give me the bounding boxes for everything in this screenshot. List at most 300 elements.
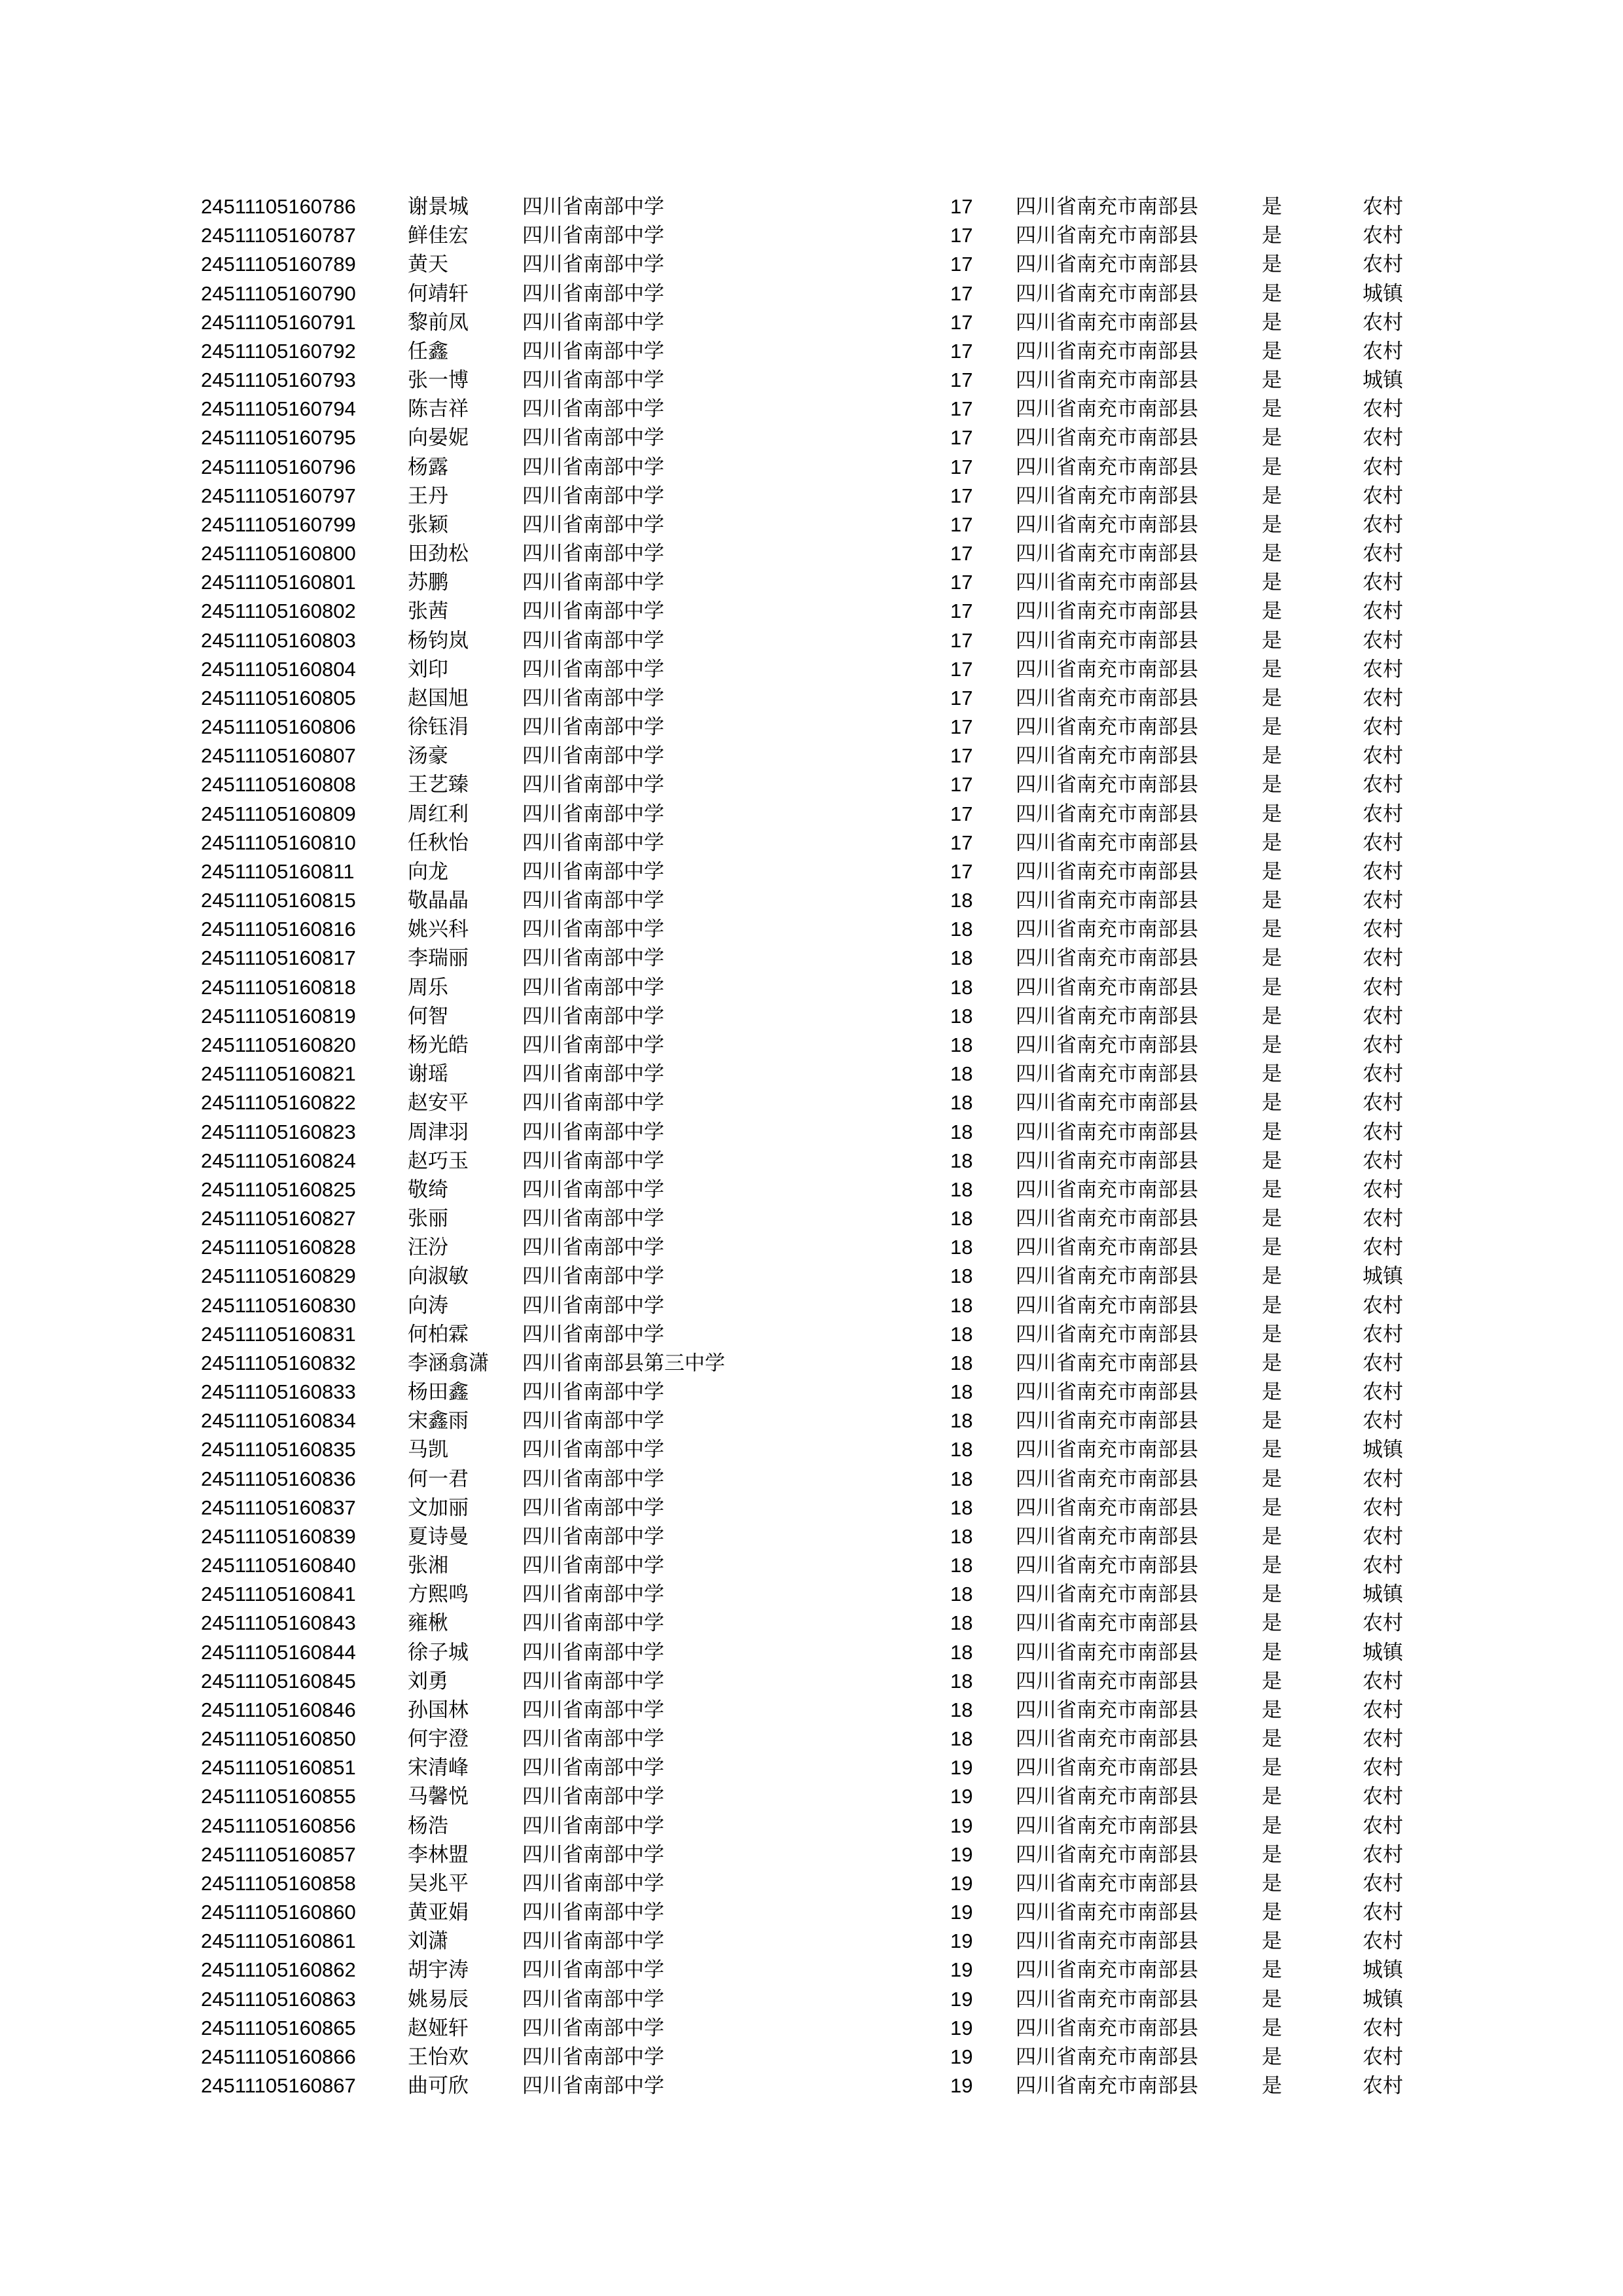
table-row [0, 1840, 1623, 1869]
cell-address: 四川省南充市南部县 [1016, 2074, 1198, 2098]
cell-number: 18 [950, 1120, 973, 1143]
cell-address: 四川省南充市南部县 [1016, 1351, 1198, 1375]
cell-residence-type: 农村 [1363, 918, 1403, 942]
cell-address: 四川省南充市南部县 [1016, 831, 1198, 855]
cell-flag: 是 [1262, 859, 1282, 884]
cell-number: 17 [950, 715, 973, 739]
cell-number: 19 [950, 1785, 973, 1808]
cell-school: 四川省南部中学 [522, 1669, 664, 1693]
cell-school: 四川省南部中学 [522, 1987, 664, 2011]
cell-student-name: 汤豪 [408, 744, 448, 768]
table-row [0, 1349, 1623, 1378]
cell-school: 四川省南部中学 [522, 1409, 664, 1433]
cell-number: 19 [950, 1814, 973, 1837]
table-row [0, 366, 1623, 395]
cell-flag: 是 [1262, 1842, 1282, 1867]
cell-number: 18 [950, 889, 973, 912]
table-row [0, 1291, 1623, 1320]
cell-residence-type: 农村 [1363, 426, 1403, 450]
table-row [0, 973, 1623, 1002]
cell-flag: 是 [1262, 253, 1282, 277]
table-row [0, 770, 1623, 799]
cell-school: 四川省南部中学 [522, 715, 664, 740]
cell-student-name: 张茜 [408, 600, 448, 624]
cell-number: 18 [950, 1554, 973, 1577]
cell-school: 四川省南部中学 [522, 1785, 664, 1809]
cell-address: 四川省南充市南部县 [1016, 1033, 1198, 1057]
cell-number: 17 [950, 455, 973, 478]
cell-student-name: 刘潇 [408, 1929, 448, 1954]
cell-student-id: 24511105160827 [201, 1207, 356, 1230]
cell-student-name: 宋清峰 [408, 1756, 469, 1780]
cell-residence-type: 农村 [1363, 1149, 1403, 1173]
cell-flag: 是 [1262, 1322, 1282, 1346]
cell-number: 19 [950, 1756, 973, 1780]
cell-residence-type: 农村 [1363, 1842, 1403, 1867]
cell-number: 18 [950, 1727, 973, 1751]
cell-school: 四川省南部中学 [522, 224, 664, 248]
cell-student-name: 王怡欢 [408, 2045, 469, 2069]
cell-flag: 是 [1262, 1698, 1282, 1722]
cell-address: 四川省南充市南部县 [1016, 2045, 1198, 2069]
cell-flag: 是 [1262, 831, 1282, 855]
cell-address: 四川省南充市南部县 [1016, 1987, 1198, 2011]
table-row [0, 308, 1623, 337]
cell-school: 四川省南部中学 [522, 1207, 664, 1231]
cell-flag: 是 [1262, 339, 1282, 363]
cell-address: 四川省南充市南部县 [1016, 455, 1198, 479]
cell-address: 四川省南充市南部县 [1016, 975, 1198, 999]
table-row [0, 1638, 1623, 1667]
cell-address: 四川省南充市南部县 [1016, 600, 1198, 624]
cell-student-id: 24511105160822 [201, 1091, 356, 1115]
cell-number: 17 [950, 310, 973, 334]
cell-residence-type: 农村 [1363, 397, 1403, 422]
cell-student-id: 24511105160791 [201, 310, 356, 334]
cell-number: 17 [950, 542, 973, 565]
cell-student-id: 24511105160803 [201, 628, 356, 652]
cell-student-name: 李林盟 [408, 1842, 469, 1867]
cell-address: 四川省南充市南部县 [1016, 1785, 1198, 1809]
cell-student-name: 马馨悦 [408, 1785, 469, 1809]
cell-student-id: 24511105160819 [201, 1004, 356, 1028]
cell-residence-type: 农村 [1363, 310, 1403, 334]
cell-flag: 是 [1262, 1177, 1282, 1202]
cell-number: 17 [950, 657, 973, 681]
cell-flag: 是 [1262, 1120, 1282, 1144]
cell-flag: 是 [1262, 1901, 1282, 1925]
cell-flag: 是 [1262, 1496, 1282, 1520]
cell-school: 四川省南部中学 [522, 1467, 664, 1491]
cell-student-id: 24511105160815 [201, 889, 356, 912]
cell-number: 17 [950, 368, 973, 392]
cell-residence-type: 农村 [1363, 542, 1403, 566]
cell-flag: 是 [1262, 1351, 1282, 1375]
cell-student-name: 徐子城 [408, 1640, 469, 1664]
cell-number: 17 [950, 773, 973, 797]
cell-school: 四川省南部中学 [522, 1033, 664, 1057]
cell-address: 四川省南充市南部县 [1016, 1929, 1198, 1954]
cell-flag: 是 [1262, 1467, 1282, 1491]
cell-student-id: 24511105160837 [201, 1496, 356, 1519]
cell-number: 19 [950, 1987, 973, 2011]
cell-number: 18 [950, 1149, 973, 1172]
cell-address: 四川省南充市南部县 [1016, 1438, 1198, 1462]
cell-number: 18 [950, 1438, 973, 1462]
cell-school: 四川省南部中学 [522, 773, 664, 797]
cell-school: 四川省南部中学 [522, 397, 664, 422]
cell-student-name: 宋鑫雨 [408, 1409, 469, 1433]
cell-address: 四川省南充市南部县 [1016, 1149, 1198, 1173]
cell-student-id: 24511105160850 [201, 1727, 356, 1751]
cell-residence-type: 农村 [1363, 339, 1403, 363]
cell-school: 四川省南部中学 [522, 1177, 664, 1202]
cell-flag: 是 [1262, 1929, 1282, 1954]
table-row [0, 1725, 1623, 1753]
cell-address: 四川省南充市南部县 [1016, 571, 1198, 595]
cell-student-id: 24511105160866 [201, 2045, 356, 2068]
cell-address: 四川省南充市南部县 [1016, 542, 1198, 566]
cell-residence-type: 城镇 [1363, 1640, 1403, 1664]
cell-flag: 是 [1262, 1987, 1282, 2011]
cell-residence-type: 农村 [1363, 1669, 1403, 1693]
cell-residence-type: 农村 [1363, 1062, 1403, 1086]
cell-school: 四川省南部中学 [522, 1756, 664, 1780]
cell-school: 四川省南部中学 [522, 802, 664, 826]
cell-student-id: 24511105160839 [201, 1524, 356, 1548]
cell-flag: 是 [1262, 1583, 1282, 1607]
cell-student-name: 马凯 [408, 1438, 448, 1462]
cell-student-name: 张丽 [408, 1207, 448, 1231]
cell-flag: 是 [1262, 918, 1282, 942]
cell-address: 四川省南充市南部县 [1016, 1524, 1198, 1549]
cell-student-name: 张颖 [408, 512, 448, 537]
cell-number: 18 [950, 1409, 973, 1433]
cell-student-id: 24511105160856 [201, 1814, 356, 1837]
cell-school: 四川省南部中学 [522, 1901, 664, 1925]
cell-student-id: 24511105160818 [201, 975, 356, 999]
cell-address: 四川省南充市南部县 [1016, 744, 1198, 768]
cell-student-name: 王丹 [408, 484, 448, 508]
cell-student-name: 刘勇 [408, 1669, 448, 1693]
cell-residence-type: 农村 [1363, 1524, 1403, 1549]
cell-flag: 是 [1262, 715, 1282, 740]
cell-school: 四川省南部中学 [522, 1438, 664, 1462]
cell-number: 17 [950, 571, 973, 594]
table-row [0, 800, 1623, 829]
cell-student-name: 曲可欣 [408, 2074, 469, 2098]
cell-student-name: 何靖轩 [408, 281, 469, 306]
cell-number: 17 [950, 744, 973, 768]
cell-school: 四川省南部中学 [522, 571, 664, 595]
cell-residence-type: 农村 [1363, 1929, 1403, 1954]
cell-school: 四川省南部中学 [522, 1640, 664, 1664]
table-row [0, 1898, 1623, 1927]
cell-residence-type: 农村 [1363, 946, 1403, 971]
cell-number: 17 [950, 600, 973, 623]
cell-address: 四川省南充市南部县 [1016, 310, 1198, 334]
cell-number: 18 [950, 1177, 973, 1201]
cell-student-name: 向淑敏 [408, 1265, 469, 1289]
cell-residence-type: 农村 [1363, 1004, 1403, 1028]
cell-student-name: 赵巧玉 [408, 1149, 469, 1173]
cell-student-name: 陈吉祥 [408, 397, 469, 422]
cell-student-name: 徐钰涓 [408, 715, 469, 740]
cell-address: 四川省南充市南部县 [1016, 1062, 1198, 1086]
cell-student-id: 24511105160855 [201, 1785, 356, 1808]
cell-student-id: 24511105160796 [201, 455, 356, 478]
cell-number: 18 [950, 1293, 973, 1317]
cell-address: 四川省南充市南部县 [1016, 946, 1198, 971]
cell-student-name: 周津羽 [408, 1120, 469, 1144]
cell-address: 四川省南充市南部县 [1016, 1901, 1198, 1925]
cell-school: 四川省南部中学 [522, 946, 664, 971]
cell-number: 18 [950, 1640, 973, 1664]
cell-address: 四川省南充市南部县 [1016, 1698, 1198, 1722]
cell-address: 四川省南充市南部县 [1016, 1640, 1198, 1664]
cell-student-id: 24511105160833 [201, 1380, 356, 1404]
cell-number: 17 [950, 512, 973, 536]
cell-student-id: 24511105160824 [201, 1149, 356, 1172]
cell-address: 四川省南充市南部县 [1016, 1177, 1198, 1202]
table-row [0, 944, 1623, 973]
cell-number: 18 [950, 1496, 973, 1519]
cell-student-name: 何宇澄 [408, 1727, 469, 1751]
cell-student-id: 24511105160797 [201, 484, 356, 507]
cell-address: 四川省南充市南部县 [1016, 859, 1198, 884]
table-row [0, 1147, 1623, 1175]
cell-student-name: 张湘 [408, 1554, 448, 1578]
cell-flag: 是 [1262, 1236, 1282, 1260]
cell-residence-type: 农村 [1363, 1351, 1403, 1375]
cell-flag: 是 [1262, 744, 1282, 768]
cell-flag: 是 [1262, 1265, 1282, 1289]
table-row [0, 1985, 1623, 2014]
cell-school: 四川省南部中学 [522, 1236, 664, 1260]
cell-school: 四川省南部中学 [522, 889, 664, 913]
table-row [0, 1465, 1623, 1494]
table-row [0, 1551, 1623, 1580]
cell-school: 四川省南部中学 [522, 686, 664, 710]
cell-flag: 是 [1262, 2045, 1282, 2069]
cell-student-id: 24511105160834 [201, 1409, 356, 1433]
cell-residence-type: 农村 [1363, 1091, 1403, 1115]
cell-student-id: 24511105160836 [201, 1467, 356, 1490]
cell-student-id: 24511105160808 [201, 773, 356, 797]
cell-number: 18 [950, 1236, 973, 1259]
cell-student-name: 孙国林 [408, 1698, 469, 1722]
cell-residence-type: 农村 [1363, 2074, 1403, 2098]
cell-number: 17 [950, 253, 973, 276]
cell-number: 17 [950, 397, 973, 421]
cell-student-id: 24511105160861 [201, 1929, 356, 1953]
table-row [0, 2043, 1623, 2072]
table-row [0, 2014, 1623, 2043]
cell-flag: 是 [1262, 975, 1282, 999]
cell-student-name: 何智 [408, 1004, 448, 1028]
cell-school: 四川省南部中学 [522, 859, 664, 884]
cell-address: 四川省南充市南部县 [1016, 426, 1198, 450]
cell-school: 四川省南部中学 [522, 628, 664, 653]
cell-student-id: 24511105160786 [201, 195, 356, 218]
cell-school: 四川省南部中学 [522, 1524, 664, 1549]
table-row [0, 1320, 1623, 1349]
cell-address: 四川省南充市南部县 [1016, 1293, 1198, 1318]
table-row [0, 713, 1623, 742]
cell-student-id: 24511105160820 [201, 1033, 356, 1056]
cell-student-name: 黄亚娟 [408, 1901, 469, 1925]
cell-address: 四川省南充市南部县 [1016, 1496, 1198, 1520]
table-row [0, 597, 1623, 626]
table-row [0, 250, 1623, 279]
cell-school: 四川省南部中学 [522, 310, 664, 334]
cell-student-id: 24511105160858 [201, 1871, 356, 1895]
cell-flag: 是 [1262, 224, 1282, 248]
cell-address: 四川省南充市南部县 [1016, 1091, 1198, 1115]
table-row [0, 1118, 1623, 1147]
cell-residence-type: 农村 [1363, 1698, 1403, 1722]
cell-school: 四川省南部中学 [522, 484, 664, 508]
cell-number: 19 [950, 1901, 973, 1924]
cell-school: 四川省南部中学 [522, 975, 664, 999]
cell-residence-type: 农村 [1363, 1901, 1403, 1925]
cell-student-name: 敬晶晶 [408, 889, 469, 913]
cell-school: 四川省南部中学 [522, 512, 664, 537]
cell-student-id: 24511105160799 [201, 512, 356, 536]
cell-flag: 是 [1262, 628, 1282, 653]
cell-number: 17 [950, 686, 973, 709]
cell-residence-type: 城镇 [1363, 281, 1403, 306]
table-row [0, 337, 1623, 366]
cell-residence-type: 农村 [1363, 1611, 1403, 1636]
table-row [0, 1435, 1623, 1464]
cell-student-id: 24511105160825 [201, 1177, 356, 1201]
cell-number: 17 [950, 484, 973, 507]
table-row [0, 423, 1623, 452]
cell-residence-type: 农村 [1363, 2045, 1403, 2069]
cell-residence-type: 城镇 [1363, 1987, 1403, 2011]
cell-number: 18 [950, 1698, 973, 1721]
table-row [0, 655, 1623, 684]
cell-number: 17 [950, 831, 973, 854]
cell-student-id: 24511105160806 [201, 715, 356, 739]
cell-number: 17 [950, 195, 973, 218]
table-row [0, 857, 1623, 886]
table-row [0, 2072, 1623, 2100]
cell-residence-type: 农村 [1363, 744, 1403, 768]
table-row [0, 915, 1623, 944]
cell-school: 四川省南部中学 [522, 1871, 664, 1895]
cell-flag: 是 [1262, 512, 1282, 537]
cell-school: 四川省南部中学 [522, 195, 664, 219]
cell-school: 四川省南部中学 [522, 2074, 664, 2098]
cell-student-id: 24511105160804 [201, 657, 356, 681]
cell-number: 19 [950, 1871, 973, 1895]
cell-address: 四川省南充市南部县 [1016, 1467, 1198, 1491]
table-row [0, 886, 1623, 915]
cell-flag: 是 [1262, 600, 1282, 624]
cell-flag: 是 [1262, 2016, 1282, 2040]
cell-flag: 是 [1262, 542, 1282, 566]
cell-school: 四川省南部中学 [522, 2045, 664, 2069]
cell-school: 四川省南部中学 [522, 1554, 664, 1578]
cell-flag: 是 [1262, 1871, 1282, 1895]
cell-student-id: 24511105160817 [201, 946, 356, 970]
cell-student-id: 24511105160851 [201, 1756, 356, 1780]
cell-residence-type: 农村 [1363, 859, 1403, 884]
cell-residence-type: 农村 [1363, 224, 1403, 248]
cell-number: 18 [950, 946, 973, 970]
cell-residence-type: 农村 [1363, 715, 1403, 740]
cell-number: 18 [950, 1524, 973, 1548]
cell-student-name: 任鑫 [408, 339, 448, 363]
cell-address: 四川省南充市南部县 [1016, 224, 1198, 248]
cell-student-id: 24511105160828 [201, 1236, 356, 1259]
cell-student-name: 李涵翕潇 [408, 1351, 489, 1375]
cell-flag: 是 [1262, 195, 1282, 219]
table-row [0, 1696, 1623, 1725]
cell-flag: 是 [1262, 2074, 1282, 2098]
cell-student-id: 24511105160840 [201, 1554, 356, 1577]
cell-student-id: 24511105160800 [201, 542, 356, 565]
cell-student-id: 24511105160790 [201, 281, 356, 305]
cell-address: 四川省南充市南部县 [1016, 1004, 1198, 1028]
cell-flag: 是 [1262, 281, 1282, 306]
cell-residence-type: 农村 [1363, 1785, 1403, 1809]
cell-flag: 是 [1262, 397, 1282, 422]
cell-residence-type: 农村 [1363, 686, 1403, 710]
cell-flag: 是 [1262, 310, 1282, 334]
student-list-table [0, 192, 1623, 2100]
cell-flag: 是 [1262, 1149, 1282, 1173]
table-row [0, 482, 1623, 511]
cell-residence-type: 农村 [1363, 1322, 1403, 1346]
cell-student-name: 文加丽 [408, 1496, 469, 1520]
cell-school: 四川省南部中学 [522, 1004, 664, 1028]
cell-address: 四川省南充市南部县 [1016, 1669, 1198, 1693]
cell-address: 四川省南充市南部县 [1016, 1583, 1198, 1607]
cell-student-name: 谢瑶 [408, 1062, 448, 1086]
table-row [0, 1088, 1623, 1117]
table-row [0, 1233, 1623, 1262]
cell-student-name: 姚兴科 [408, 918, 469, 942]
cell-student-id: 24511105160810 [201, 831, 356, 854]
cell-address: 四川省南充市南部县 [1016, 281, 1198, 306]
cell-school: 四川省南部中学 [522, 600, 664, 624]
cell-number: 18 [950, 1467, 973, 1490]
cell-residence-type: 农村 [1363, 975, 1403, 999]
table-row [0, 539, 1623, 568]
cell-school: 四川省南部中学 [522, 1727, 664, 1751]
cell-student-name: 杨田鑫 [408, 1380, 469, 1405]
table-row [0, 192, 1623, 221]
cell-number: 18 [950, 1033, 973, 1056]
cell-number: 18 [950, 1583, 973, 1606]
cell-student-name: 田劲松 [408, 542, 469, 566]
cell-residence-type: 城镇 [1363, 1583, 1403, 1607]
cell-school: 四川省南部县第三中学 [522, 1351, 725, 1375]
cell-flag: 是 [1262, 1640, 1282, 1664]
cell-address: 四川省南充市南部县 [1016, 628, 1198, 653]
cell-address: 四川省南充市南部县 [1016, 1322, 1198, 1346]
table-row [0, 568, 1623, 597]
cell-number: 17 [950, 802, 973, 825]
cell-residence-type: 农村 [1363, 571, 1403, 595]
cell-residence-type: 农村 [1363, 1727, 1403, 1751]
cell-flag: 是 [1262, 1004, 1282, 1028]
cell-flag: 是 [1262, 1727, 1282, 1751]
cell-residence-type: 农村 [1363, 455, 1403, 479]
